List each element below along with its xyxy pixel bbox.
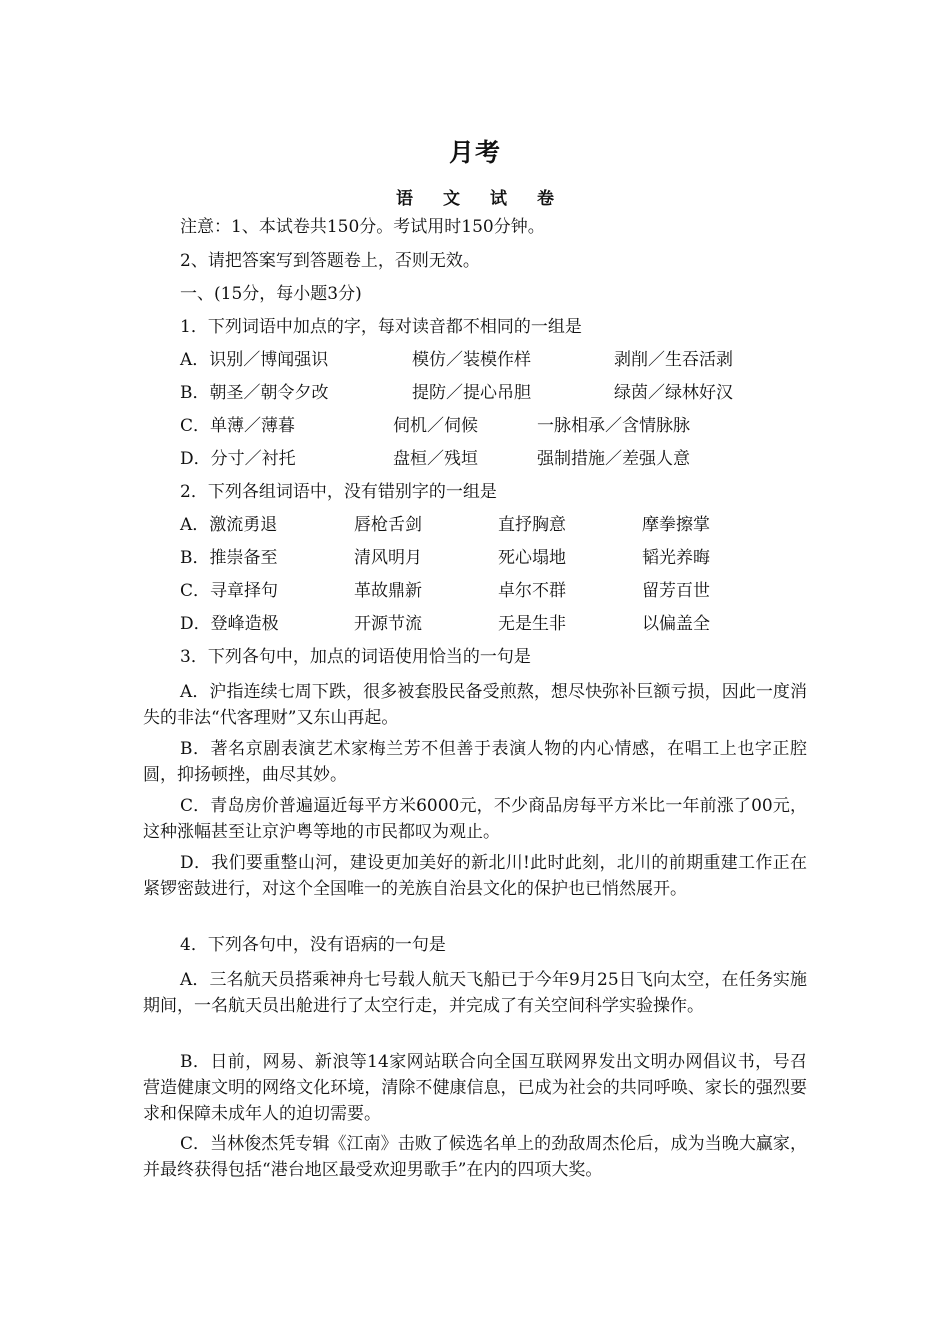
q4-stem: 4．下列各句中，没有语病的一句是 bbox=[180, 935, 446, 955]
q3-option-d: D．我们要重整山河，建设更加美好的新北川!此时此刻，北川的前期重建工作正在紧锣密鼓进行，对这个全国唯一的羌族自治县文化的保护也已悄然展开。 bbox=[143, 853, 807, 899]
note-line-2: 2、请把答案写到答题卷上，否则无效。 bbox=[180, 251, 480, 271]
option-part: D．分寸／衬托 bbox=[180, 449, 296, 469]
option-part: A．识别／博闻强识 bbox=[180, 350, 329, 370]
option-part: 提防／提心吊胆 bbox=[412, 383, 531, 403]
option-part: 盘桓／残垣 bbox=[393, 449, 478, 469]
q4-option-a: A．三名航天员搭乘神舟七号载人航天飞船已于今年9月25日飞向太空，在任务实施期间，一名航天员出舱进行了太空行走，并完成了有关空间科学实验操作。 bbox=[143, 970, 807, 1016]
subtitle-char: 文 bbox=[443, 189, 460, 209]
q1-stem: 1．下列词语中加点的字，每对读音都不相同的一组是 bbox=[180, 317, 582, 337]
option-part: 伺机／伺候 bbox=[393, 416, 478, 436]
option-part: C．寻章择句 bbox=[180, 581, 279, 601]
option-part: 绿茵／绿林好汉 bbox=[614, 383, 733, 403]
option-part: 无是生非 bbox=[498, 614, 566, 634]
option-part: 直抒胸意 bbox=[498, 515, 566, 535]
option-part: 摩拳擦掌 bbox=[642, 515, 710, 535]
q1-option-a bbox=[180, 349, 820, 371]
option-part: B．推崇备至 bbox=[180, 548, 278, 568]
q3-option-a: A．沪指连续七周下跌，很多被套股民备受煎熬，想尽快弥补巨额亏损，因此一度消失的非法“代客理财”又东山再起。 bbox=[143, 682, 807, 728]
q4-option-b: B．日前，网易、新浪等14家网站联合向全国互联网界发出文明办网倡议书，号召营造健康文明的网络文化环境，清除不健康信息，已成为社会的共同呼唤、家长的强烈要求和保障未成年人的迫切需要。 bbox=[143, 1052, 807, 1124]
option-part: 一脉相承／含情脉脉 bbox=[537, 416, 690, 436]
option-part: 卓尔不群 bbox=[498, 581, 566, 601]
option-part: 开源节流 bbox=[354, 614, 422, 634]
q2-option-c bbox=[180, 580, 820, 602]
subtitle-char: 试 bbox=[490, 189, 507, 209]
option-part: 清风明月 bbox=[354, 548, 422, 568]
page-title: 月考 bbox=[448, 138, 501, 167]
subtitle-char: 卷 bbox=[537, 189, 554, 209]
q1-option-d bbox=[180, 448, 820, 470]
q3-option-c: C．青岛房价普遍逼近每平方米6000元，不少商品房每平方米比一年前涨了00元，这种涨幅甚至让京沪粤等地的市民都叹为观止。 bbox=[143, 796, 807, 842]
option-part: 以偏盖全 bbox=[642, 614, 710, 634]
option-part: 死心塌地 bbox=[498, 548, 566, 568]
q3-stem: 3．下列各句中，加点的词语使用恰当的一句是 bbox=[180, 647, 531, 667]
option-part: 留芳百世 bbox=[642, 581, 710, 601]
q4-option-c: C．当林俊杰凭专辑《江南》击败了候选名单上的劲敌周杰伦后，成为当晚大赢家，并最终获得包括“港台地区最受欢迎男歌手”在内的四项大奖。 bbox=[143, 1134, 807, 1180]
option-part: B．朝圣／朝令夕改 bbox=[180, 383, 329, 403]
q2-option-a bbox=[180, 514, 820, 536]
option-part: A．激流勇退 bbox=[180, 515, 278, 535]
q3-option-b: B．著名京剧表演艺术家梅兰芳不但善于表演人物的内心情感，在唱工上也字正腔圆，抑扬顿挫，曲尽其妙。 bbox=[143, 739, 807, 785]
q2-option-d bbox=[180, 613, 820, 635]
page-subtitle bbox=[0, 184, 950, 209]
option-part: 剥削／生吞活剥 bbox=[614, 350, 733, 370]
q2-option-b bbox=[180, 547, 820, 569]
option-part: 模仿／装模作样 bbox=[412, 350, 531, 370]
option-part: C．单薄／薄暮 bbox=[180, 416, 296, 436]
q1-option-b bbox=[180, 382, 820, 404]
option-part: 革故鼎新 bbox=[354, 581, 422, 601]
q2-stem: 2．下列各组词语中，没有错别字的一组是 bbox=[180, 482, 497, 502]
option-part: 强制措施／差强人意 bbox=[537, 449, 690, 469]
option-part: D．登峰造极 bbox=[180, 614, 279, 634]
option-part: 唇枪舌剑 bbox=[354, 515, 422, 535]
subtitle-char: 语 bbox=[396, 189, 413, 209]
option-part: 韬光养晦 bbox=[642, 548, 710, 568]
q1-option-c bbox=[180, 415, 820, 437]
section-heading: 一、(15分，每小题3分) bbox=[180, 284, 362, 304]
note-line-1: 注意：1、本试卷共150分。考试用时150分钟。 bbox=[180, 217, 545, 237]
